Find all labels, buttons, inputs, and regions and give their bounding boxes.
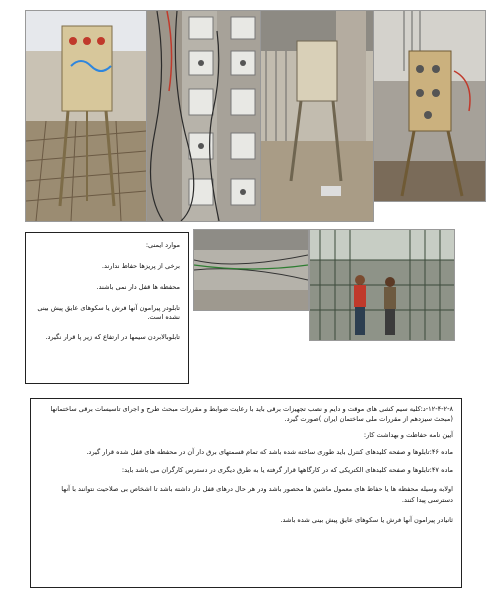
photo-wall-sockets xyxy=(146,10,261,222)
safety-notes-box xyxy=(25,232,189,384)
safety-item: تابلوبالابردن سیمها در ارتفاع که زیر پا قرار نگیرد. xyxy=(45,333,180,342)
regulations-box xyxy=(30,398,462,588)
article-46: ماده ۴۶:تابلوها و صفحه کلیدهای کنترل باید طوری ساخته شده باشد که تمام قسمتهای برق دار آن در محفظه های قفل شده قرار گیرد. xyxy=(86,448,453,457)
bylaw-title: آیین نامه حفاظت و بهداشت کار: xyxy=(363,431,453,440)
safety-item: برخی از پریزها حفاظ ندارند. xyxy=(101,261,180,270)
article-47-item-b: ثانیادر پیرامون آنها فرش یا سکوهای عایق پیش بینی شده باشد. xyxy=(280,515,453,524)
photo-panel-on-stand xyxy=(25,10,147,222)
photo-workers-rebar xyxy=(309,229,455,341)
photo-panel-on-rebar xyxy=(373,10,486,202)
article-47-item-a: اولابه وسیله محفظه ها یا حفاظ های معمول ماشین ها محصور باشد ودر هر حال درهای قفل دار داشته باشد تا اشخاص بی صلاحیت نتوانند با آنها دسترسی پیدا کنند. xyxy=(61,485,453,505)
regulation-clause: ۱۲-۴-۲-۸-د:کلیه سیم کشی های موقت و دایم و نصب تجهیزات برقی باید با رعایت ضوابط و مقررات مبحث طرح و اجرای تاسیسات برقی ساختمانها (مبحث سیزدهم از مقررات ملی ساختمان ایران )صورت گیرد. xyxy=(50,405,453,424)
safety-item: تابلودر پیرامون آنها فرش یا سکوهای عایق پیش بینی نشده است. xyxy=(37,303,180,321)
safety-item: محفظه ها قفل دار نمی باشند. xyxy=(96,282,180,291)
photo-panel-at-column xyxy=(260,10,374,222)
photo-wall-cables xyxy=(193,229,309,311)
article-47: ماده ۴۷:تابلوها و صفحه کلیدهای الکتریکی که در کارگاهها قرار گرفته یا به طرق دیگری در دسترس کارگران می باشد باید: xyxy=(121,466,453,475)
safety-heading: موارد ایمنی: xyxy=(145,241,180,249)
